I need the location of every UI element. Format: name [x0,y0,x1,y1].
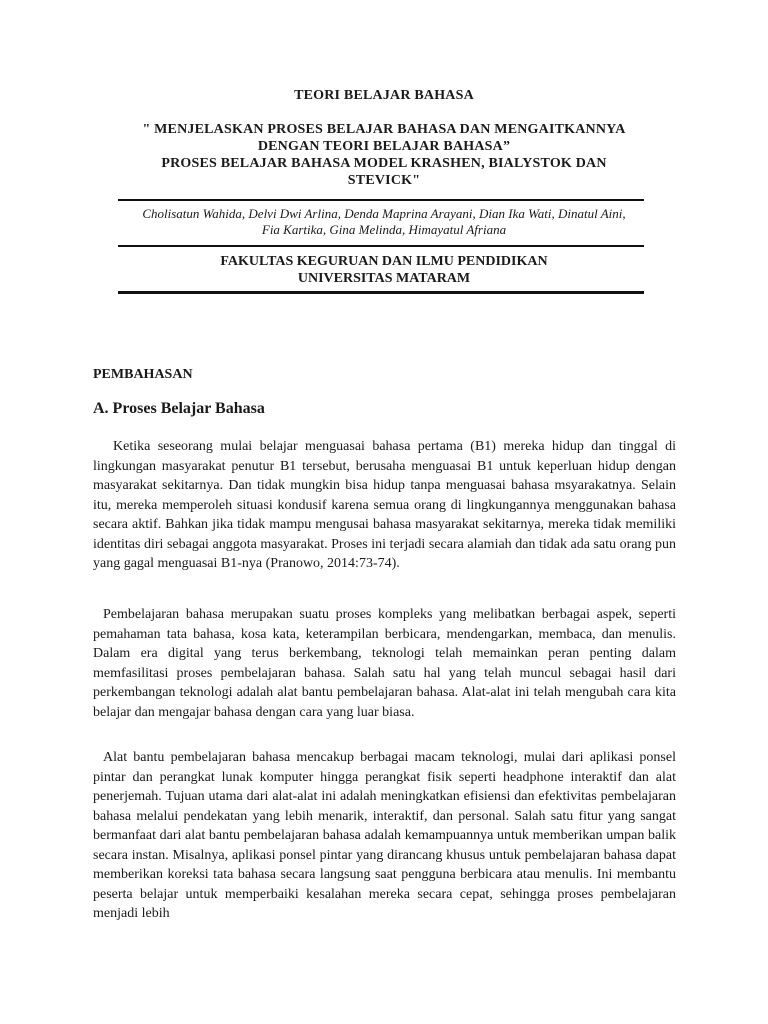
subtitle-line: STEVICK" [347,173,421,188]
document-subtitle [118,121,650,189]
body-paragraph: Alat bantu pembelajaran bahasa mencakup berbagai macam teknologi, mulai dari aplikasi ponsel pintar dan perangkat lunak komputer hingga perangkat fisik seperti headphone interaktif dan alat penerjemah. Tujuan utama dari alat-alat ini adalah meningkatkan efisiensi dan efektivitas pembelajaran bahasa melalui pendekatan yang lebih menarik, interaktif, dan personal. Salah satu fitur yang sangat bermanfaat dari alat bantu pembelajaran bahasa adalah kemampuannya untuk memberikan umpan balik secara instan. Misalnya, aplikasi ponsel pintar yang dirancang khusus untuk pembelajaran bahasa dapat memberikan koreksi tata bahasa secara langsung saat pengguna berbicara atau menulis. Ini membantu peserta belajar untuk memperbaiki kesalahan mereka secara cepat, sehingga proses pembelajaran menjadi lebih [93,750,676,921]
institution-block [118,253,650,287]
section-label: PEMBAHASAN [93,367,193,382]
divider-middle [118,245,644,247]
divider-top [118,199,644,201]
section-heading: A. Proses Belajar Bahasa [93,400,265,417]
document-title: TEORI BELAJAR BAHASA [294,88,474,103]
subtitle-line: " MENJELASKAN PROSES BELAJAR BAHASA DAN MENGAITKANNYA [142,122,626,137]
author-line: Fia Kartika, Gina Melinda, Himayatul Afriana [261,221,507,237]
subtitle-line: PROSES BELAJAR BAHASA MODEL KRASHEN, BIALYSTOK DAN [161,156,607,171]
body-paragraph: Ketika seseorang mulai belajar menguasai bahasa pertama (B1) mereka hidup dan tinggal di lingkungan masyarakat penutur B1 tersebut, berusaha menguasai B1 untuk keperluan hidup dengan masyarakat sekitarnya. Dan tidak mungkin bisa hidup tanpa menguasai bahasa msyarakatnya. Selain itu, mereka memperoleh situasi kondusif karena semua orang di lingkungannya menggunakan bahasa secara aktif. Bahkan jika tidak mampu mengusai bahasa masyarakat sekitarnya, mereka tidak memiliki identitas diri sebagai anggota masyarakat. Proses ini terjadi secara alamiah dan tidak ada satu orang pun yang gagal menguasai B1-nya (Pranowo, 2014:73-74). [93,439,676,571]
faculty-name: FAKULTAS KEGURUAN DAN ILMU PENDIDIKAN [220,254,548,269]
university-name: UNIVERSITAS MATARAM [297,271,471,286]
author-line: Cholisatun Wahida, Delvi Dwi Arlina, Denda Maprina Arayani, Dian Ika Wati, Dinatul Aini, [142,206,626,221]
author-list [118,206,650,237]
divider-bottom [118,291,644,294]
body-paragraph: Pembelajaran bahasa merupakan suatu proses kompleks yang melibatkan berbagai aspek, seperti pemahaman tata bahasa, kosa kata, keterampilan berbicara, mendengarkan, membaca, dan menulis. Dalam era digital yang terus berkembang, teknologi telah memainkan peran penting dalam memfasilitasi proses pembelajaran bahasa. Salah satu hal yang telah muncul sebagai hasil dari perkembangan teknologi adalah alat bantu pembelajaran bahasa. Alat-alat ini telah mengubah cara kita belajar dan mengajar bahasa dengan cara yang luar biasa. [93,607,676,720]
subtitle-line: DENGAN TEORI BELAJAR BAHASA” [257,139,511,154]
